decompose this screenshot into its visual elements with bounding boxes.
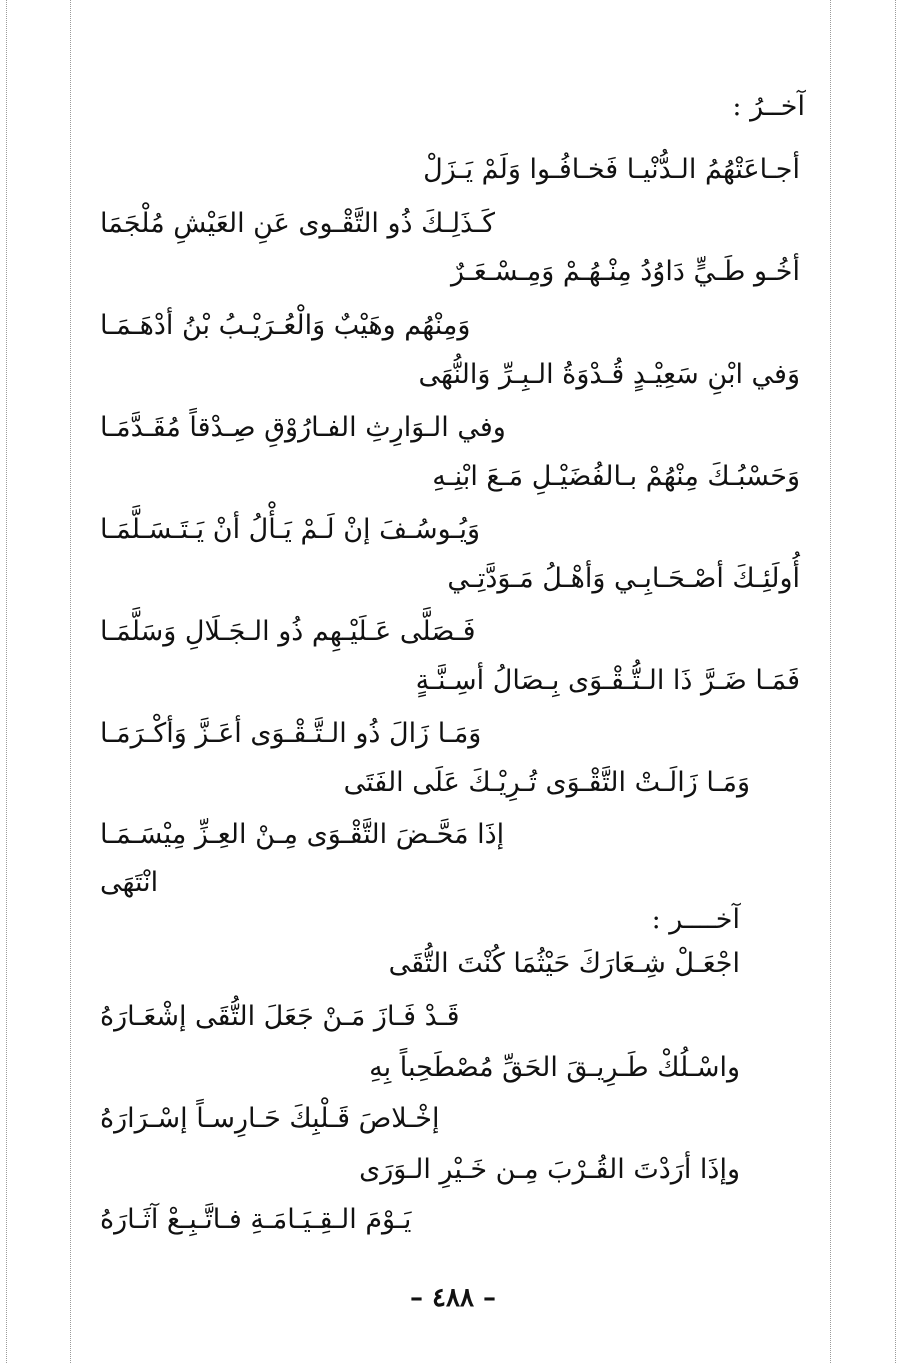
verse-first-hemistich: أجـاعَتْهُمُ الـدُّنْيـا فَخـافُـوا وَلَمْ يَـزَلْ xyxy=(423,154,800,185)
verse-second-hemistich: وَمِنْهُم وهَيْبٌ وَالْعُـرَيْـبُ بْنُ أدْهَـمَـا xyxy=(100,310,471,341)
section-heading: آخــرُ : xyxy=(732,91,805,122)
verse-second-hemistich: كَـذَلِـكَ ذُو التَّقْـوى عَنِ العَيْشِ مُلْجَمَا xyxy=(100,208,495,239)
verse-second-hemistich: فَـصَلَّى عَـلَيْـهِم ذُو الـجَـلَالِ وَسَلَّمَـا xyxy=(100,616,476,647)
verse-first-hemistich: أخُـو طَـيٍّ دَاوُدُ مِنْـهُـمْ وَمِـسْـعَـرٌ xyxy=(451,256,800,287)
poem-page xyxy=(100,0,805,1270)
verse-first-hemistich: وَمَـا زَالَـتْ التَّقْـوَى تُـرِيْـكَ عَلَى الفَتَى xyxy=(343,767,750,798)
end-note: انْتَهَى xyxy=(100,867,159,898)
dotted-guide-line xyxy=(895,0,896,1363)
section-heading: آخــــر : xyxy=(651,904,740,935)
verse-first-hemistich: وإذَا أرَدْتَ القُـرْبَ مِـن خَـيْرِ الـوَرَى xyxy=(359,1154,740,1185)
verse-second-hemistich: وفي الـوَارِثِ الفـارُوْقِ صِـدْقاً مُقَـدَّمَـا xyxy=(100,412,506,443)
verse-second-hemistich: إذَا مَحَّـضَ التَّقْـوَى مِـنْ العِـزِّ مِيْسَـمَـا xyxy=(100,819,505,850)
verse-second-hemistich: وَيُـوسُـفَ إنْ لَـمْ يَـأْلُ أنْ يَـتَـسَـلَّمَـا xyxy=(100,514,481,545)
verse-first-hemistich: أُولَئِـكَ أصْـحَـابِـي وَأهْـلُ مَـوَدَّتِـي xyxy=(447,563,800,594)
page-number: – ٤٨٨ – xyxy=(409,1283,497,1313)
verse-first-hemistich: فَمَـا ضَـرَّ ذَا الـتُّـقْـوَى بِـصَالُ أسِـنَّـةٍ xyxy=(415,665,800,696)
dotted-guide-line xyxy=(6,0,7,1363)
verse-first-hemistich: وَفي ابْنِ سَعِيْـدٍ قُـدْوَةُ الـبِـرِّ وَالنُّهَى xyxy=(418,359,800,390)
verse-first-hemistich: وَحَسْبُـكَ مِنْهُمْ بـالفُضَيْـلِ مَـعَ ابْنِـهِ xyxy=(432,461,800,492)
verse-second-hemistich: يَـوْمَ الـقِـيَـامَـةِ فـاتَّـبِـعْ آثَـارَهُ xyxy=(100,1204,412,1235)
verse-first-hemistich: اجْعَـلْ شِـعَارَكَ حَيْثُمَا كُنْتَ التُّقَى xyxy=(388,948,740,979)
verse-second-hemistich: قَـدْ فَـازَ مَـنْ جَعَلَ التُّقَى إشْعَـارَهُ xyxy=(100,1001,460,1032)
dotted-guide-line xyxy=(70,0,71,1363)
verse-second-hemistich: إخْـلاصَ قَـلْبِكَ حَـارِسـاً إسْـرَارَهُ xyxy=(100,1103,440,1134)
verse-first-hemistich: واسْـلُكْ طَـرِيـقَ الحَقِّ مُصْطَحِباً بِهِ xyxy=(369,1052,740,1083)
dotted-guide-line xyxy=(830,0,831,1363)
verse-second-hemistich: وَمَـا زَالَ ذُو الـتَّـقْـوَى أعَـزَّ وَأكْـرَمَـا xyxy=(100,718,482,749)
